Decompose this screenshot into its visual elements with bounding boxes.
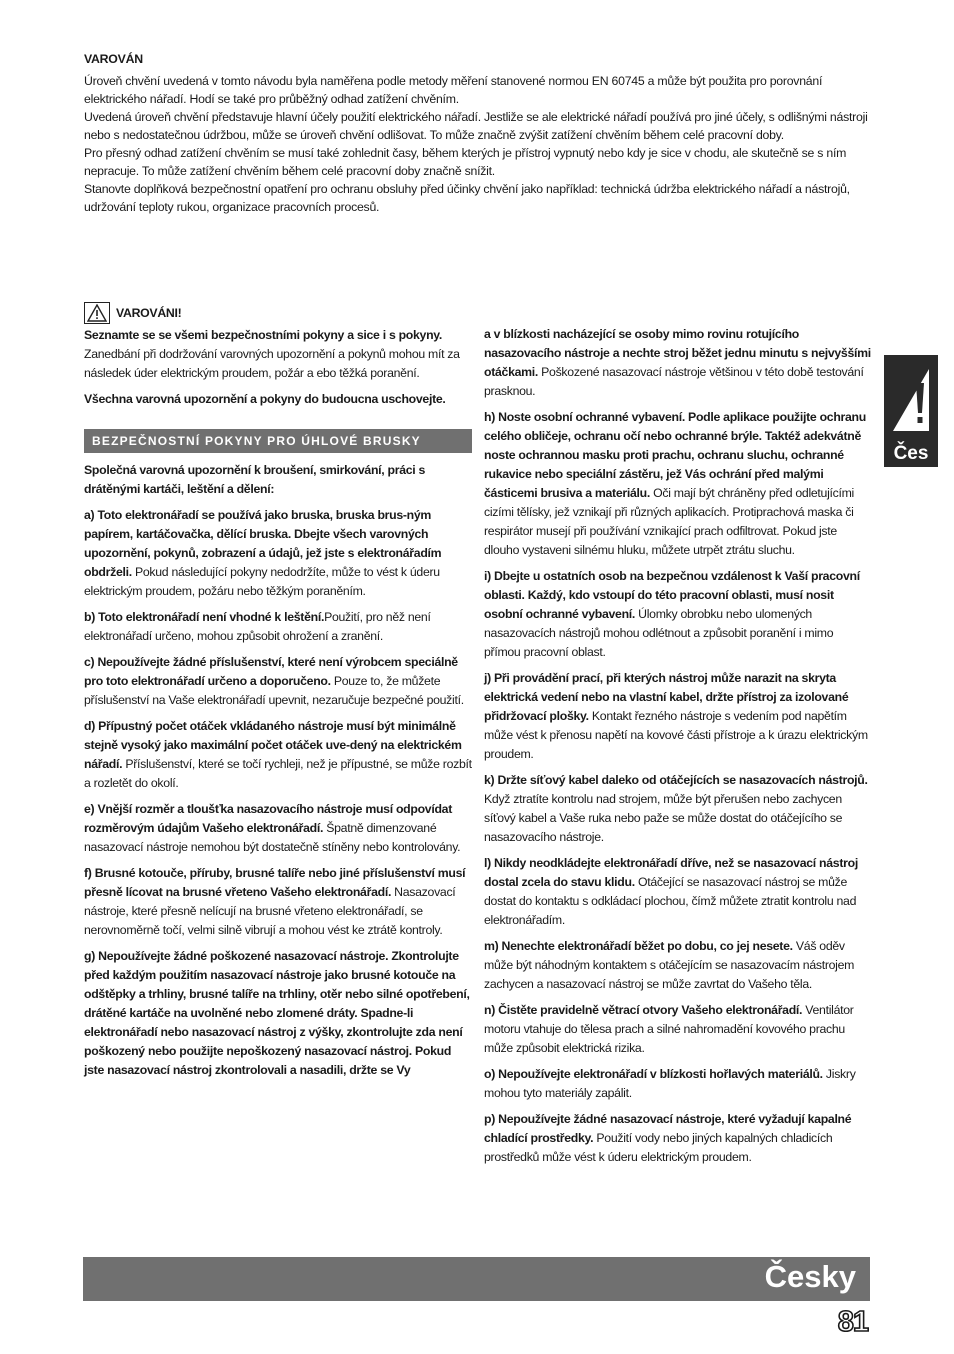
warning-icon bbox=[84, 302, 110, 324]
safety-item: a v blízkosti nacházející se osoby mimo rovinu rotujícího nasazovacího nástroje a nechte stroj běžet jednu minutu s nejvyššími otáčkami. Poškozené nasazovací nástroje většinou v této době testování prasknou. bbox=[484, 327, 871, 398]
safety-item: g) Nepoužívejte žádné poškozené nasazovací nástroje. Zkontrolujte před každým použitím nasazovací nástroje jako brusné kotouče na odštěpky a trhliny, brusné talíře na trhliny, otěr nebo silné opotřebení, drátěné kartáče na uvolněné nebo zlomené dráty. Spadne-li elektronářadí nebo nasazovací nástroj z výšky, zkontrolujte zda není poškozený nebo použijte nepoškozený nasazovací nástroj. Pokud jste nasazovací nástroj zkontrolovali a nasadili, držte se Vy bbox=[84, 949, 470, 1077]
section-intro: Společná varovná upozornění k broušení, smirkování, práci s drátěnými kartáči, leštění a dělení: bbox=[84, 463, 426, 496]
vibration-paragraph: Pro přesný odhad zatížení chvěním se musí také zohlednit časy, během kterých je přístroj vypnutý nebo kdy je sice v chodu, ale skutečně se s ním nepracuje. To může zatížení chvěním během celé pracovní doby značně snížit. bbox=[84, 146, 847, 178]
warning-title: VAROVÁNI! bbox=[116, 305, 182, 320]
warning-header bbox=[84, 302, 472, 324]
vibration-section bbox=[84, 50, 870, 216]
vibration-paragraph: Stanovte doplňková bezpečnostní opatření pro ochranu obsluhy před účinky chvění jako například: technická údržba elektrického nářadí a nástrojů, udržování teploty rukou, organizace pracovních procesů. bbox=[84, 182, 850, 214]
safety-item: i) Dbejte u ostatních osob na bezpečnou vzdálenost k Vaší pracovní oblasti. Každý, kdo vstoupí do této pracovní oblasti, musí nosit osobní ochranné vybavení. Úlomky obrobku nebo ulomených nasazovacích nástrojů mohou odlétnout a způsobit poranění i mimo přímou pracovní oblast. bbox=[484, 569, 860, 659]
safety-item: o) Nepoužívejte elektronářadí v blízkosti hořlavých materiálů. Jiskry mohou tyto materiály zapálit. bbox=[484, 1067, 856, 1100]
warning-icon bbox=[889, 361, 933, 431]
vibration-title: VAROVÁN bbox=[84, 52, 143, 66]
left-column bbox=[84, 302, 472, 1087]
language-side-tab bbox=[884, 355, 938, 467]
vibration-paragraph: Úroveň chvění uvedená v tomto návodu byla naměřena podle metody měření stanovené normou EN 60745 a může být použita pro porovnání elektrického nářadí. Hodí se také pro průběžný odhad zatížení chvěním. bbox=[84, 74, 823, 106]
left-items bbox=[84, 506, 472, 1080]
page-number: 81 bbox=[837, 1306, 868, 1338]
safety-item: b) Toto elektronářadí není vhodné k leštění.Použití, pro něž není elektronářadí určeno, mohou způsobit ohrožení a zranění. bbox=[84, 610, 431, 643]
safety-item: n) Čistěte pravidelně větrací otvory Vašeho elektronářadí. Ventilátor motoru vtahuje do tělesa prach a silné nahromadění kovového prachu může způsobit elektrická rizika. bbox=[484, 1003, 854, 1055]
safety-item: m) Nenechte elektronářadí běžet po dobu, co jej nesete. Váš oděv může být náhodným kontaktem s otáčejícím se nasazovacím nástrojem zachycen a nasazovací nástroj se může zavrtat do Vašeho těla. bbox=[484, 939, 855, 991]
safety-item: e) Vnější rozměr a tloušťka nasazovacího nástroje musí odpovídat rozměrovým údajům Vašeho elektronářadí. Špatně dimenzované nasazovací nástroje nemohou být dostatečně stíněny nebo kontrolovány. bbox=[84, 802, 461, 854]
footer-language: Česky bbox=[764, 1259, 856, 1294]
safety-item: c) Nepoužívejte žádné příslušenství, které není výrobcem speciálně pro toto elektronářadí určeno a doporučeno. Pouze to, že můžete příslušenství na Vaše elektronářadí upevnit, nezaručuje bezpečné použití. bbox=[84, 655, 464, 707]
section-heading: BEZPEČNOSTNÍ POKYNY PRO ÚHLOVÉ BRUSKY bbox=[84, 429, 472, 453]
safety-item: h) Noste osobní ochranné vybavení. Podle aplikace použijte ochranu celého obličeje, ochranu očí nebo ochranné brýle. Taktéž adekvátně noste ochrannou masku proti prachu, ochranu sluchu, ochranné rukavice nebo speciální zástěru, jež Vás ochrání před malými částicemi brusiva a materiálu. Oči mají být chráněny před odletujícími cizími tělísky, jež vznikají při různých aplikacích. Protiprachová maska či respirátor musejí při používání vznikající prach odfiltrovat. Pokud jste dlouho vystaveni silnému hluku, můžete utrpět ztrátu sluchu. bbox=[484, 410, 866, 557]
safety-item: l) Nikdy neodkládejte elektronářadí dříve, než se nasazovací nástroj dostal zcela do stavu klidu. Otáčející se nasazovací nástroj se může dostat do kontaktu s odkládací plochou, čímž můžete ztratit kontrolu nad elektronářadím. bbox=[484, 856, 858, 927]
safety-item: k) Držte síťový kabel daleko od otáčejících se nasazovacích nástrojů. Když ztratíte kontrolu nad strojem, může být přerušen nebo zachycen síťový kabel a Vaše ruka nebo paže se může dostat do otáčejícího se nasazovacího nástroje. bbox=[484, 773, 868, 844]
right-column bbox=[484, 325, 872, 1174]
safety-item: a) Toto elektronářadí se používá jako bruska, bruska brus-ným papírem, kartáčovačka, dělící bruska. Dbejte všech varovných upozornění, pokynů, zobrazení a údajů, jež jste s elektronářadím obdrželi. Pokud následující pokyny nedodržíte, může to vést k úderu elektrickým proudem, požáru nebo těžkým poraněním. bbox=[84, 508, 442, 598]
side-tab-label: Čes bbox=[893, 443, 929, 464]
safety-item: f) Brusné kotouče, příruby, brusné talíře nebo jiné příslušenství musí přesně lícovat na brusné vřeteno Vašeho elektronářadí. Nasazovací nástroje, které přesně nelícují na brusné vřeteno elektronářadí, se nerovnoměrně točí, velmi silně vibrují a mohou vést ke ztrátě kontroly. bbox=[84, 866, 466, 937]
safety-item: p) Nepoužívejte žádné nasazovací nástroje, které vyžadují kapalné chladící prostředky. Použití vody nebo jiných kapalných chladicích prostředků může vést k úderu elektrickým proudem. bbox=[484, 1112, 852, 1164]
warning-intro: Seznamte se se všemi bezpečnostními pokyny a sice i s pokyny. Zanedbání při dodržování varovných upozornění a pokynů mohou mít za následek úder elektrickým proudem, požár a ebo těžká poranění. bbox=[84, 328, 460, 380]
vibration-paragraph: Uvedená úroveň chvění představuje hlavní účely použití elektrického nářadí. Jestliže se ale elektrické nářadí používá pro jiné účely, s odlišnými nástroji nebo s nedostatečnou údržbou, může se úroveň chvění odlišovat. To může značně zvýšit zatížení chvěním během celé pracovní doby. bbox=[84, 110, 868, 142]
right-items bbox=[484, 325, 872, 1167]
safety-item: j) Při provádění prací, při kterých nástroj může narazit na skryta elektrická vedení nebo na vlastní kabel, držte přístroj za izolované přidržovací plošky. Kontakt řezného nástroje s vedením pod napětím může vést k přenosu napětí na kovové části přístroje a k úrazu elektrickým proudem. bbox=[484, 671, 868, 761]
footer-language-bar bbox=[83, 1257, 870, 1301]
safety-item: d) Přípustný počet otáček vkládaného nástroje musí být minimálně stejně vysoký jako maximální počet otáček uve-dený na elektrickém nářadí. Příslušenství, které se točí rychleji, než je přípustné, se může rozbít a rozletět do okolí. bbox=[84, 719, 472, 790]
warning-keep: Všechna varovná upozornění a pokyny do budoucna uschovejte. bbox=[84, 392, 446, 406]
